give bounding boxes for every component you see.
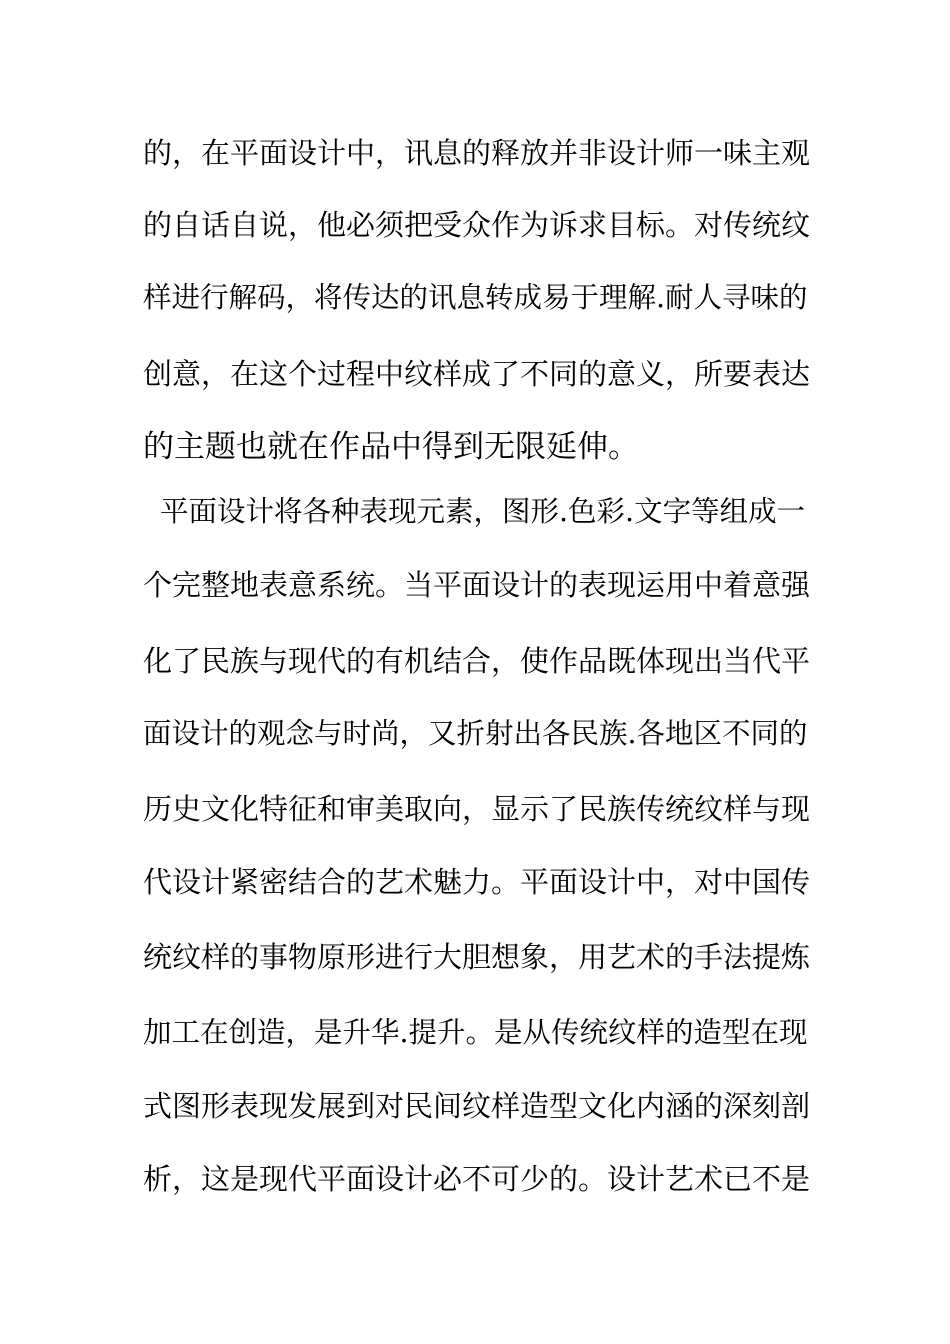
text-line: 代设计紧密结合的艺术魅力。平面设计中，对中国传 xyxy=(143,865,811,899)
text-line: 创意，在这个过程中纹样成了不同的意义，所要表达 xyxy=(143,357,811,391)
text-line: 历史文化特征和审美取向，显示了民族传统纹样与现 xyxy=(143,792,811,826)
text-line: 个完整地表意系统。当平面设计的表现运用中着意强 xyxy=(143,568,811,602)
text-line: 的，在平面设计中，讯息的释放并非设计师一味主观 xyxy=(143,136,811,170)
text-line: 样进行解码，将传达的讯息转成易于理解.耐人寻味的 xyxy=(143,281,808,314)
text-line: 面设计的观念与时尚，又折射出各民族.各地区不同的 xyxy=(143,717,808,750)
text-line: 的自话自说，他必须把受众作为诉求目标。对传统纹 xyxy=(143,208,811,242)
text-line: 析，这是现代平面设计必不可少的。设计艺术已不是 xyxy=(143,1162,811,1196)
text-line: 式图形表现发展到对民间纹样造型文化内涵的深刻剖 xyxy=(143,1089,811,1123)
text-line: 统纹样的事物原形进行大胆想象，用艺术的手法提炼 xyxy=(143,940,811,974)
text-line: 的主题也就在作品中得到无限延伸。 xyxy=(143,429,639,465)
text-line: 平面设计将各种表现元素，图形.色彩.文字等组成一 xyxy=(160,495,806,528)
text-line: 化了民族与现代的有机结合，使作品既体现出当代平 xyxy=(143,644,811,678)
text-line: 加工在创造，是升华.提升。是从传统纹样的造型在现 xyxy=(143,1016,808,1049)
